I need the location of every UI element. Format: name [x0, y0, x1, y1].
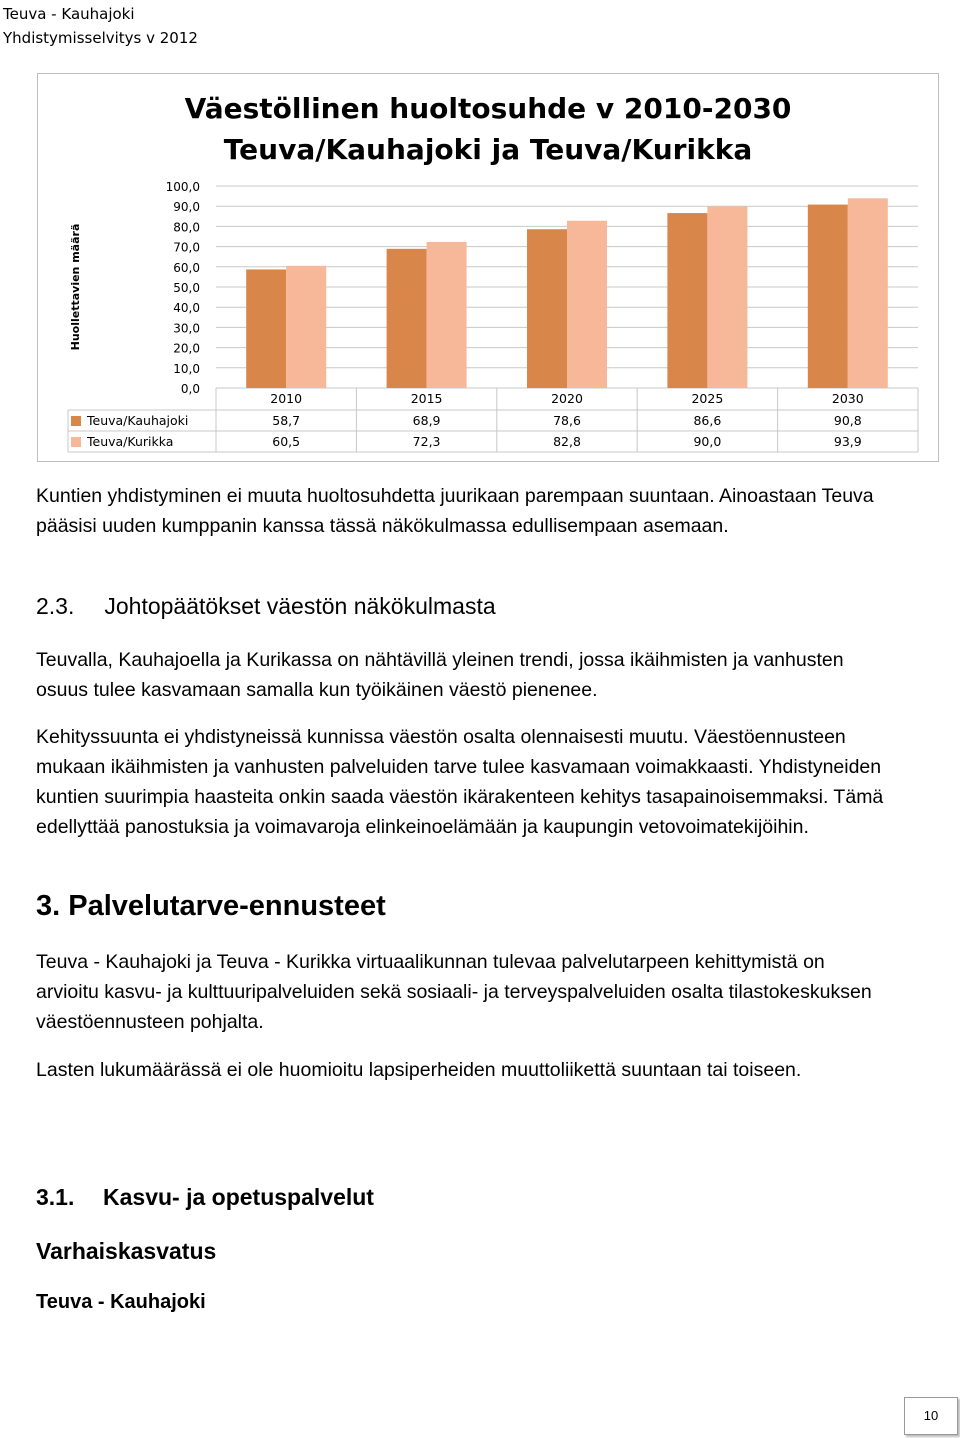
bar-kurikka-2010: [286, 266, 326, 388]
chart-title-line-1: Väestöllinen huoltosuhde v 2010-2030: [184, 92, 792, 125]
section-3-heading: 3. Palvelutarve-ennusteet: [36, 890, 386, 922]
y-tick-label: 50,0: [173, 281, 200, 295]
chart-frame: [37, 73, 939, 462]
page-header: [3, 2, 198, 50]
section-3-1-number: 3.1.: [36, 1184, 75, 1210]
header-line-1: Teuva - Kauhajoki: [3, 5, 135, 23]
y-tick-label: 70,0: [173, 240, 200, 255]
y-tick-label: 30,0: [173, 321, 200, 336]
y-tick-label: 10,0: [173, 361, 200, 376]
dependency-ratio-chart: [38, 74, 938, 461]
bar-kauhajoki-2020: [527, 229, 567, 388]
y-tick-label: 0,0: [180, 382, 200, 396]
y-tick-label: 20,0: [173, 341, 200, 356]
legend-label: Teuva/Kurikka: [87, 434, 174, 449]
data-label: 90,8: [833, 413, 862, 428]
legend-label: Teuva/Kauhajoki: [87, 413, 189, 428]
data-label: 58,7: [272, 413, 301, 428]
y-tick-label: 80,0: [173, 220, 200, 235]
paragraph-2: Teuvalla, Kauhajoella ja Kurikassa on nähtävillä yleinen trendi, jossa ikäihmisten ja vanhusten osuus tulee kasvamaan samalla kun työikäinen väestö pienenee.: [36, 649, 844, 701]
data-label: 68,9: [412, 413, 441, 428]
bar-kurikka-2030: [848, 198, 888, 388]
varhaiskasvatus-heading: Varhaiskasvatus: [36, 1238, 217, 1264]
bar-kauhajoki-2010: [246, 269, 286, 388]
legend-swatch-kauhajoki: [71, 416, 81, 426]
y-tick-label: 40,0: [173, 301, 200, 316]
legend-swatch-kurikka: [71, 437, 81, 447]
x-category-label: 2010: [270, 391, 303, 406]
bar-kauhajoki-2025: [667, 213, 707, 388]
x-category-label: 2025: [691, 391, 724, 406]
bar-kauhajoki-2015: [387, 249, 427, 388]
data-label: 90,0: [693, 434, 722, 449]
bar-kauhajoki-2030: [808, 205, 848, 388]
data-label: 93,9: [833, 434, 862, 449]
data-label: 78,6: [553, 413, 581, 428]
y-tick-label: 90,0: [173, 200, 200, 215]
section-2-3-title: Johtopäätökset väestön näkökulmasta: [104, 593, 496, 619]
section-3-1-title: Kasvu- ja opetuspalvelut: [103, 1184, 374, 1210]
x-category-label: 2030: [831, 391, 864, 406]
bar-kurikka-2015: [427, 242, 467, 388]
data-label: 60,5: [272, 434, 301, 449]
bar-kurikka-2025: [707, 206, 747, 388]
data-label: 82,8: [553, 434, 581, 449]
x-category-label: 2015: [410, 391, 443, 406]
bar-kurikka-2020: [567, 221, 607, 388]
page-number: 10: [904, 1397, 958, 1435]
paragraph-3: Kehityssuunta ei yhdistyneissä kunnissa väestön osalta olennaisesti muutu. Väestöennusteen mukaan ikäihmisten ja vanhusten palveluiden tarve tulee kasvamaan voimakkaasti. Yhdistyneiden kuntien suurimpia haasteita onkin saada väestön ikärakenteen kehitys tasapainoisemmaksi. Tämä edellyttää panostuksia ja voimavaroja elinkeinoelämään ja kaupungin vetovoimatekijöihin.: [36, 726, 884, 838]
data-label: 72,3: [412, 434, 441, 449]
section-2-3-heading: [36, 593, 496, 620]
section-2-3-number: 2.3.: [36, 593, 75, 619]
x-category-label: 2020: [551, 391, 583, 406]
paragraph-4: Teuva - Kauhajoki ja Teuva - Kurikka virtuaalikunnan tulevaa palvelutarpeen kehittymistä on arvioitu kasvu- ja kulttuuripalveluiden sekä sosiaali- ja terveyspalveluiden osalta tilastokeskuksen väestöennusteen pohjalta.: [36, 951, 872, 1033]
paragraph-5: Lasten lukumäärässä ei ole huomioitu lapsiperheiden muuttoliikettä suuntaan tai toiseen.: [36, 1059, 802, 1081]
paragraph-1: Kuntien yhdistyminen ei muuta huoltosuhdetta juurikaan parempaan suuntaan. Ainoastaan Teuva pääsisi uuden kumppanin kanssa tässä näkökulmassa edullisempaan asemaan.: [36, 485, 874, 537]
data-label: 86,6: [693, 413, 722, 428]
header-line-2: Yhdistymisselvitys v 2012: [3, 29, 198, 47]
chart-title-line-2: Teuva/Kauhajoki ja Teuva/Kurikka: [223, 133, 753, 166]
y-tick-label: 100,0: [165, 180, 200, 194]
teuva-kauhajoki-subheading: Teuva - Kauhajoki: [36, 1291, 206, 1313]
y-axis-label: Huollettavien määrä: [69, 223, 82, 351]
y-tick-label: 60,0: [173, 260, 200, 275]
